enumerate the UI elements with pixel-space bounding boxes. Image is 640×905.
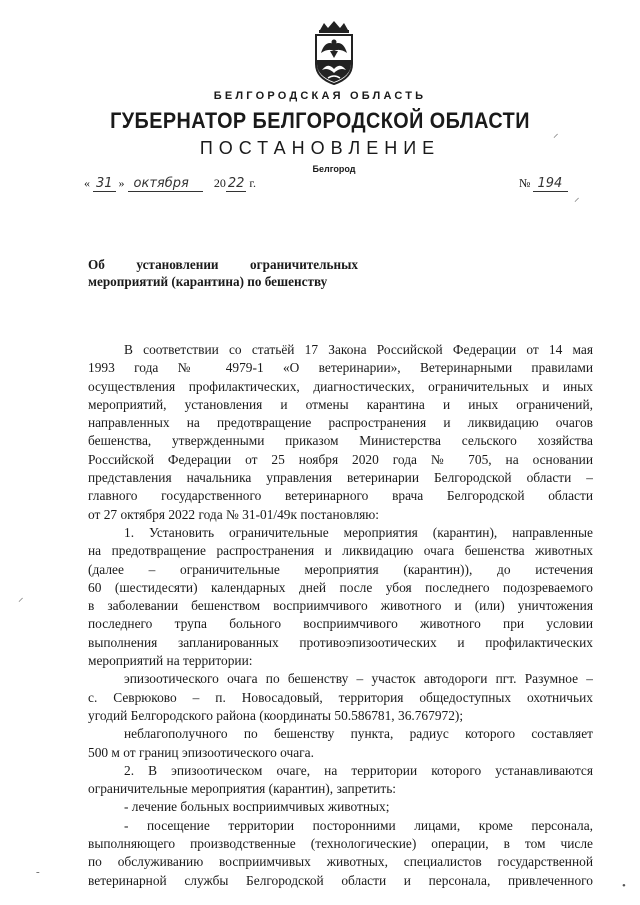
body-line: - посещение территории посторонними лицами, кроме персонала,: [124, 817, 593, 833]
body-line: ограничительные мероприятия (карантин), запретить:: [88, 781, 397, 797]
title-line: Об установлении ограничительных: [88, 257, 358, 272]
date-month: октября: [128, 176, 203, 192]
document-title: [88, 256, 358, 290]
stray-mark: -: [36, 866, 40, 878]
date-year-prefix: 20: [213, 176, 226, 190]
date-year-suffix: 22: [227, 176, 245, 191]
document-number: [519, 176, 568, 191]
body-line: - лечение больных восприимчивых животных;: [124, 799, 390, 815]
body-line: направленных на предотвращение распространения и ликвидацию очагов: [88, 415, 593, 431]
stray-mark: •: [622, 880, 626, 892]
body-line: неблагополучного по бешенству пункта, радиус которого составляет: [124, 726, 593, 742]
body-line: по обслуживанию восприимчивых животных, специалистов государственной: [88, 854, 593, 870]
body-line: 1. Установить ограничительные мероприятия (карантин), направленные: [124, 524, 593, 540]
body-line: осуществления профилактических, диагностических, ограничительных и иных: [88, 378, 593, 394]
city-name: Белгород: [312, 164, 356, 174]
belgorod-coat-of-arms-icon: [306, 20, 362, 86]
body-line: главного государственного ветеринарного врача Белгородской области: [88, 488, 593, 504]
body-line: 500 м от границ эпизоотического очага.: [88, 744, 314, 760]
body-line: В соответствии со статьёй 17 Закона Российской Федерации от 14 мая: [124, 342, 593, 357]
number-label: №: [519, 176, 531, 190]
body-line: в заболевании бешенством восприимчивого животного и (или) уничтожения: [88, 598, 593, 614]
number-value: 194: [533, 176, 568, 192]
date-close-quote: »: [118, 176, 125, 190]
body-line: эпизоотического очага по бешенству – участок автодороги пгт. Разумное –: [124, 671, 593, 687]
stray-mark: ⸝: [18, 592, 24, 604]
body-line: 2. В эпизоотическом очаге, на территории которого устанавливаются: [124, 762, 593, 778]
body-line: 1993 года № 4979-1 «О ветеринарии», Ветеринарными правилами: [88, 360, 593, 376]
date-open-quote: «: [84, 176, 90, 190]
stray-mark: ⸝: [574, 192, 580, 204]
body-line: последнего трупа больного восприимчивого животного при условии: [88, 616, 593, 632]
body-line: мероприятий на территории:: [88, 653, 253, 669]
body-line: мероприятий, установления и отмены карантина и иных ограничений,: [88, 396, 593, 412]
body-line: выполнения запланированных противоэпизоотических и профилактических: [88, 634, 593, 650]
body-line: бешенства, утвержденными приказом Министерства сельского хозяйства: [88, 433, 593, 449]
body-line: Российской Федерации от 25 ноября 2020 года № 705, на основании: [88, 451, 593, 467]
date-day: 31: [93, 176, 116, 192]
body-line: выполняющего производственные (технологические) операции, в том числе: [88, 836, 593, 852]
body-line: угодий Белгородского района (координаты 50.586781, 36.767972);: [88, 707, 464, 723]
document-body: [88, 341, 593, 890]
body-line: (далее – ограничительные мероприятия (карантин)), до истечения: [88, 561, 593, 577]
document-date: [84, 176, 256, 191]
body-line: от 27 октября 2022 года № 31-01/49к постановляю:: [88, 506, 380, 522]
body-line: 60 (шестидесяти) календарных дней после убоя последнего подозреваемого: [88, 579, 593, 595]
issuer-title: ГУБЕРНАТОР БЕЛГОРОДСКОЙ ОБЛАСТИ: [110, 108, 530, 133]
document-type: ПОСТАНОВЛЕНИЕ: [199, 138, 441, 158]
body-line: ветеринарной службы Белгородской области и персонала, привлеченного: [88, 872, 593, 888]
date-year-label: г.: [249, 176, 256, 190]
stray-mark: ⸝: [553, 128, 559, 140]
region-name: БЕЛГОРОДСКАЯ ОБЛАСТЬ: [213, 90, 427, 102]
body-line: на предотвращение распространения и ликвидацию очага бешенства животных: [88, 543, 593, 559]
body-line: с. Севрюково – п. Новосадовый, территория общедоступных охотничьих: [88, 689, 593, 705]
body-line: представления начальника управления ветеринарии Белгородской области –: [88, 470, 593, 486]
title-line: мероприятий (карантина) по бешенству: [88, 274, 328, 289]
